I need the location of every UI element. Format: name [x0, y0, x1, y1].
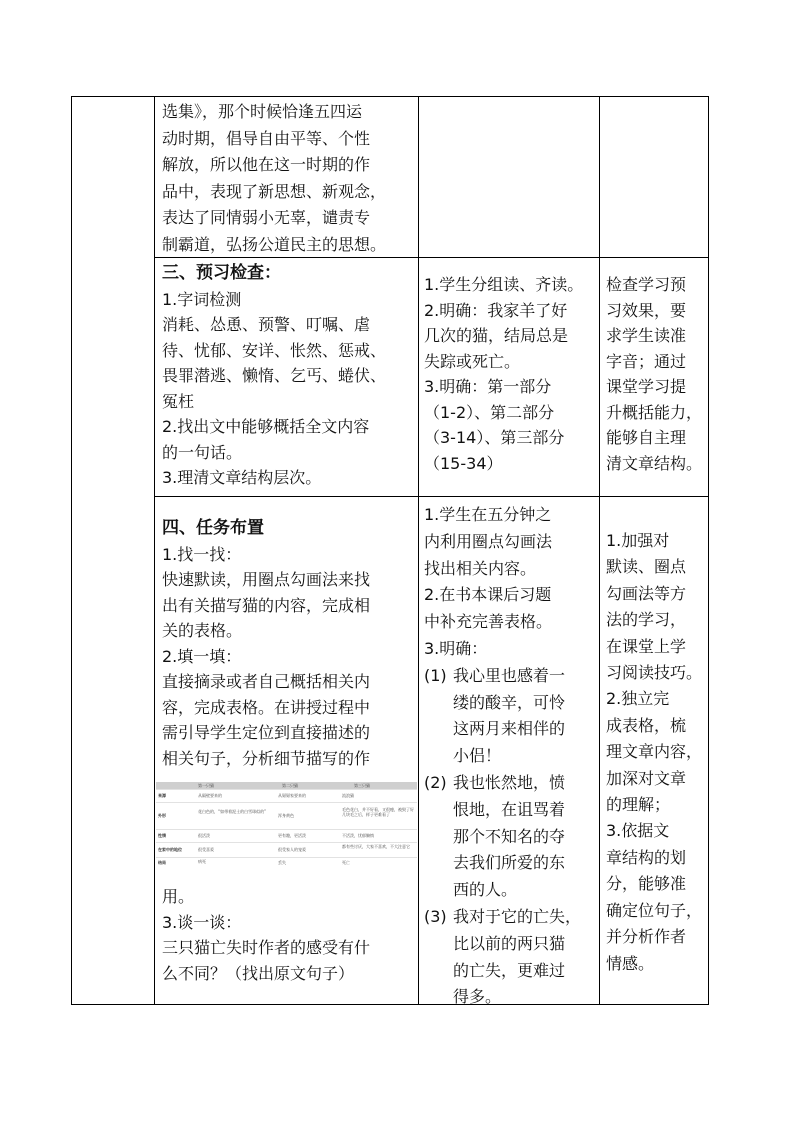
text-line: 这两月来相伴的: [453, 719, 566, 739]
text-line: 理文章内容，: [606, 742, 703, 762]
text-line: 情感。: [606, 953, 655, 973]
text-line: （15-34）: [424, 453, 503, 473]
text-line: 2.独立完: [606, 689, 670, 709]
text-line: 确定位句子，: [606, 900, 703, 920]
text-line: 1.找一找：: [162, 544, 242, 564]
task-student: [424, 502, 581, 1011]
task-teacher: [162, 516, 370, 771]
mini-cell: 死亡: [342, 860, 350, 865]
text-line: 西的人。: [453, 880, 518, 900]
mini-cell: 丢失: [278, 860, 286, 865]
text-line: 畏罪潜逃、懒惰、乞丐、蜷伏、: [162, 366, 387, 385]
preview-check-student: [424, 272, 583, 476]
text-line: 消耗、怂恿、预警、叮嘱、虐: [162, 315, 371, 334]
text-line: 我也怅然地，愤: [453, 772, 566, 792]
text-line: 并分析作者: [606, 927, 687, 947]
text-line: （3-14）、第三部分: [424, 428, 565, 447]
text-line: 成表格，梳: [606, 715, 687, 735]
text-line: 1.学生分组读、齐读。: [424, 275, 584, 294]
mini-table-row: [156, 843, 417, 858]
text-line: 的亡失，更难过: [453, 960, 566, 980]
column-divider: [418, 96, 419, 1005]
text-line: 字音；通过: [606, 351, 687, 371]
text-line: 1.加强对: [606, 531, 670, 550]
text-line: 三只猫亡失时作者的感受有什: [162, 938, 371, 957]
text-line: 2.明确：我家羊了好: [424, 300, 568, 320]
text-line: 快速默读，用圈点勾画法来找: [162, 570, 371, 589]
text-line: 直接摘录或者自己概括相关内: [162, 672, 371, 691]
text-line: 去我们所爱的东: [453, 853, 566, 873]
column-divider: [599, 96, 600, 1005]
text-line: 3.依据文: [606, 821, 670, 841]
text-line: 出有关描写猫的内容，完成相: [162, 595, 371, 615]
mini-cell: 都有些讨厌，大家不喜欢，不大注意它: [342, 844, 410, 849]
text-line: 比以前的两只猫: [453, 933, 566, 953]
text-line: 加深对文章: [606, 768, 687, 788]
text-line: 相关句子，分析细节描写的作: [162, 748, 371, 768]
text-line: 缕的酸辛，可怜: [453, 692, 566, 712]
mini-cell: 花白色的，“如带着泥土的白雪球似的”: [198, 809, 267, 814]
mini-header: 第三只猫: [354, 783, 370, 788]
answer-number: (3): [424, 906, 447, 926]
text-line: 内利用圈点勾画法: [424, 531, 553, 551]
table-bottom-border: [71, 1004, 709, 1005]
text-line: 恨地，在诅骂着: [453, 799, 566, 819]
text-line: 分，能够准: [606, 874, 687, 894]
text-line: 3.明确：第一部分: [424, 377, 552, 396]
text-line: 我对于它的亡失，: [453, 906, 582, 926]
mini-cell: 很受喜爱: [198, 847, 214, 852]
mini-cell: 流浪猫: [342, 793, 354, 798]
text-line: 2.填一填：: [162, 646, 242, 666]
mini-row-label: 性情: [158, 833, 166, 838]
mini-cell: 更有趣，更活泼: [278, 833, 306, 838]
text-line: 习阅读技巧。: [606, 663, 703, 683]
text-line: 冤枉: [162, 391, 195, 411]
mini-cell: 病死: [198, 859, 206, 864]
answer-item: [424, 663, 581, 770]
text-line: 选集》，那个时候恰逢五四运: [162, 102, 363, 121]
answer-item: [424, 904, 581, 1011]
mini-cell: 很受家人的宠爱: [278, 847, 306, 852]
mini-row-label: 来源: [158, 793, 166, 798]
cat-comparison-table-image: [156, 782, 417, 866]
text-line: 默读、圈点: [606, 557, 687, 577]
table-top-border: [71, 96, 709, 97]
text-line: 品中，表现了新思想、新观念，: [162, 181, 387, 201]
row-divider: [154, 496, 709, 497]
text-line: 课堂学习提: [606, 377, 687, 396]
text-line: 习效果，要: [606, 300, 687, 320]
answer-item: [424, 770, 581, 904]
mini-cell: 浑身黄色: [278, 813, 294, 818]
text-line: 么不同？（找出原文句子）: [162, 963, 355, 983]
mini-header: 第一只猫: [198, 783, 214, 788]
text-line: 3.谈一谈：: [162, 912, 242, 932]
text-line: 2.在书本课后习题: [424, 585, 552, 605]
mini-table-row: [156, 830, 417, 843]
text-line: 找出相关内容。: [424, 558, 537, 578]
text-line: 的一句话。: [162, 442, 243, 462]
text-line: 我心里也感着一: [453, 665, 566, 685]
text-line: 的理解；: [606, 795, 671, 815]
text-line: 3.理清文章结构层次。: [162, 468, 322, 487]
answer-number: (1): [424, 665, 447, 685]
mini-table-row: [156, 803, 417, 830]
mini-row-label: 结局: [158, 860, 166, 865]
mini-table-row: [156, 790, 417, 803]
mini-cell: 不活泼，忧郁懒惰: [342, 833, 374, 838]
mini-table-header: [156, 782, 417, 790]
text-line: 制霸道，弘扬公道民主的思想。: [162, 234, 387, 254]
text-line: 动时期，倡导自由平等、个性: [162, 128, 371, 148]
text-line: 1.字词检测: [162, 289, 242, 309]
text-line: 3.明确：: [424, 638, 488, 658]
text-line: 2.找出文中能够概括全文内容: [162, 417, 370, 436]
mini-header: 第二只猫: [282, 783, 298, 788]
table-right-border: [708, 96, 709, 1005]
text-line: 失踪或死亡。: [424, 351, 521, 371]
text-line: 那个不知名的夺: [453, 826, 566, 846]
mini-row-label: 外形: [158, 813, 166, 818]
text-line: 关的表格。: [162, 621, 243, 640]
text-line: 表达了同情弱小无辜，谴责专: [162, 208, 371, 227]
text-line: 1.学生在五分钟之: [424, 505, 552, 524]
text-line: 解放，所以他在这一时期的作: [162, 155, 371, 174]
text-line: 得多。: [453, 987, 502, 1007]
preview-check-teacher: [162, 261, 386, 491]
text-line: 在课堂上学: [606, 636, 687, 656]
text-line: 容，完成表格。在讲授过程中: [162, 697, 371, 717]
mini-row-label: 在家中的地位: [158, 847, 182, 852]
text-line: 用。: [162, 887, 195, 906]
section-heading: 四、任务布置: [162, 518, 264, 538]
table-left-border: [71, 96, 72, 1005]
text-line: 几次的猫，结局总是: [424, 326, 569, 345]
mini-cell: 毛色花白，并不好看，又很瘦，被毁了好几块毛之后，样子更难看了: [342, 807, 414, 817]
answer-number: (2): [424, 772, 447, 792]
text-line: 清文章结构。: [606, 453, 703, 473]
text-line: 检查学习预: [606, 275, 687, 294]
text-line: 求学生读准: [606, 326, 687, 345]
preview-check-purpose: [606, 272, 702, 476]
mini-cell: 从舅舅家要来的: [278, 793, 306, 798]
text-line: 小侣！: [453, 746, 502, 766]
text-line: 需引导学生定位到直接描述的: [162, 723, 371, 742]
teacher-activity-continuation: [162, 99, 386, 258]
text-line: （1-2）、第二部分: [424, 402, 555, 422]
mini-cell: 从隔壁要来的: [198, 793, 222, 798]
text-line: 章结构的划: [606, 847, 687, 867]
text-line: 升概括能力，: [606, 402, 703, 422]
column-divider: [154, 96, 155, 1005]
text-line: 能够自主理: [606, 428, 687, 447]
mini-table-row: [156, 858, 417, 866]
mini-cell: 很活泼: [198, 833, 210, 838]
task-purpose: [606, 528, 702, 977]
text-line: 勾画法等方: [606, 583, 687, 603]
text-line: 待、忧郁、安详、怅然、惩戒、: [162, 340, 387, 360]
task-teacher-continued: [162, 884, 370, 986]
text-line: 中补充完善表格。: [424, 612, 553, 632]
text-line: 法的学习，: [606, 610, 687, 630]
section-heading: 三、预习检查：: [162, 263, 281, 283]
